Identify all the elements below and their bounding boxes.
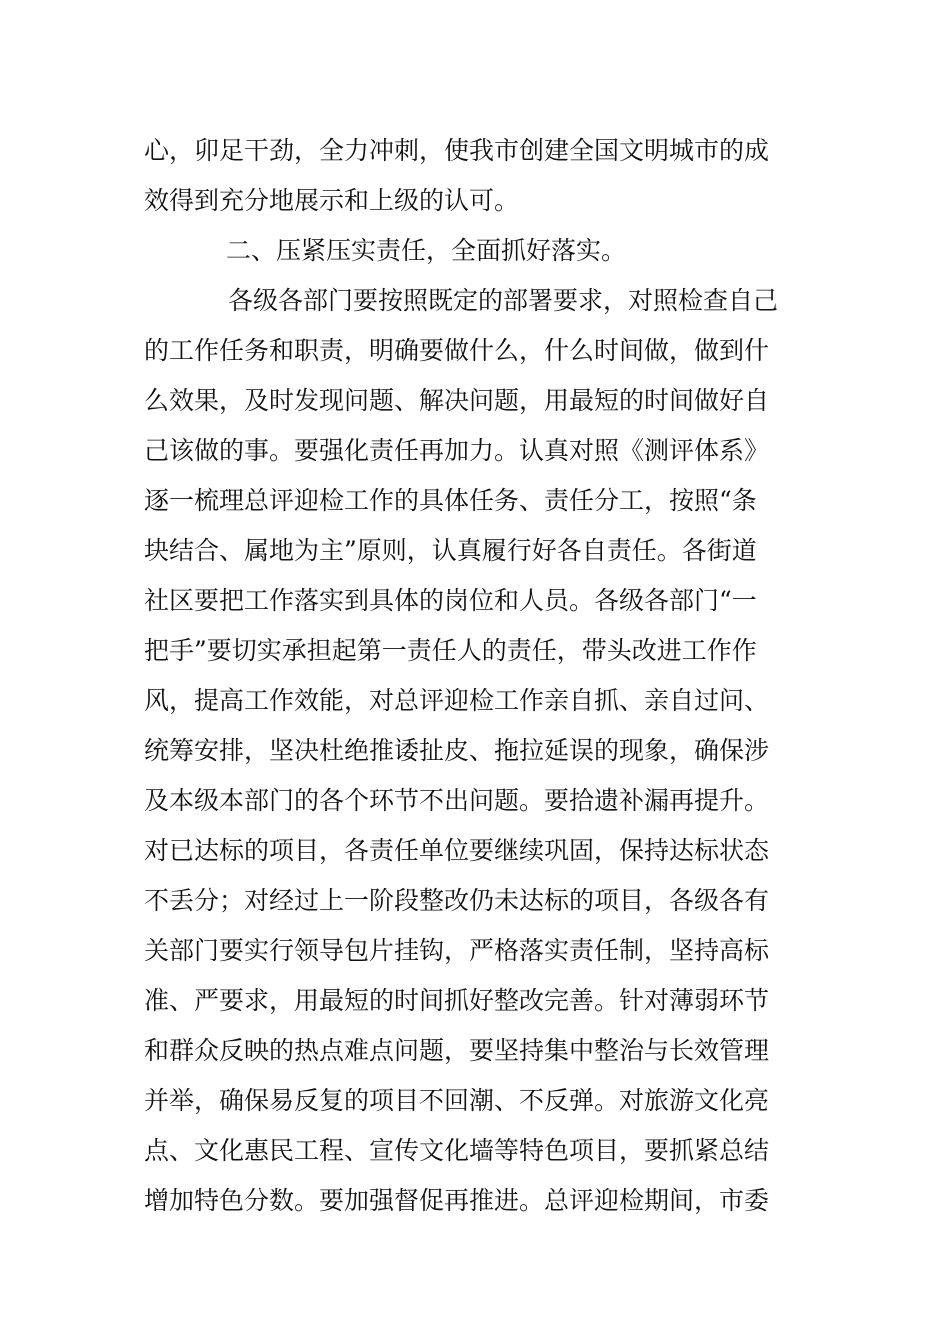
text-line: 准、严要求，用最短的时间抓好整改完善。针对薄弱环节 <box>144 986 770 1015</box>
text-line: 关部门要实行领导包片挂钩，严格落实责任制，坚持高标 <box>144 936 770 965</box>
text-line: 把手”要切实承担起第一责任人的责任，带头改进工作作 <box>144 636 757 665</box>
text-line: 点、文化惠民工程、宣传文化墙等特色项目，要抓紧总结 <box>144 1136 770 1165</box>
text-line: 么效果，及时发现问题、解决问题，用最短的时间做好自 <box>144 386 770 415</box>
text-line: 己该做的事。要强化责任再加力。认真对照《测评体系》 <box>144 436 770 465</box>
text-line: 心，卯足干劲，全力冲刺，使我市创建全国文明城市的成 <box>144 136 770 165</box>
text-line: 风，提高工作效能，对总评迎检工作亲自抓、亲自过问、 <box>144 686 770 715</box>
section-heading: 二、压紧压实责任，全面抓好落实。 <box>226 236 627 265</box>
document-body <box>144 126 814 1226</box>
text-line: 和群众反映的热点难点问题，要坚持集中整治与长效管理 <box>144 1036 770 1065</box>
text-line: 统筹安排，坚决杜绝推诿扯皮、拖拉延误的现象，确保涉 <box>144 736 770 765</box>
text-line: 增加特色分数。要加强督促再推进。总评迎检期间，市委 <box>144 1186 770 1215</box>
text-line: 的工作任务和职责，明确要做什么，什么时间做，做到什 <box>144 336 770 365</box>
text-line: 对已达标的项目，各责任单位要继续巩固，保持达标状态 <box>144 836 770 865</box>
text-line: 逐一梳理总评迎检工作的具体任务、责任分工，按照“条 <box>144 486 757 515</box>
text-line: 各级各部门要按照既定的部署要求，对照检查自己 <box>228 286 779 315</box>
text-line: 效得到充分地展示和上级的认可。 <box>144 186 520 215</box>
text-line: 不丢分；对经过上一阶段整改仍未达标的项目，各级各有 <box>144 886 770 915</box>
text-line: 块结合、属地为主”原则，认真履行好各自责任。各街道 <box>144 536 757 565</box>
text-line: 社区要把工作落实到具体的岗位和人员。各级各部门“一 <box>144 586 757 615</box>
text-line: 及本级本部门的各个环节不出问题。要拾遗补漏再提升。 <box>144 786 770 815</box>
text-line: 并举，确保易反复的项目不回潮、不反弹。对旅游文化亮 <box>144 1086 770 1115</box>
